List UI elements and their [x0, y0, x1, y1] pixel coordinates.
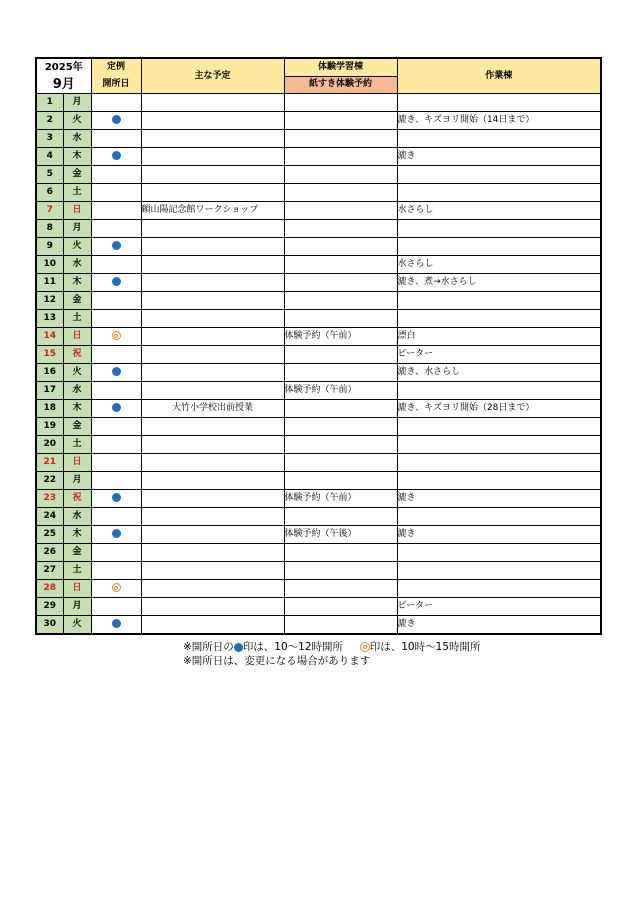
- work-building-cell: 漉き、煮→水さらし: [397, 274, 601, 292]
- work-building-cell: 漉き: [397, 616, 601, 635]
- experience-booking-cell: [284, 418, 397, 436]
- schedule-table: [35, 57, 602, 635]
- table-row: [36, 274, 601, 292]
- experience-booking-cell: 体験予約（午前）: [284, 490, 397, 508]
- experience-booking-cell: [284, 544, 397, 562]
- main-schedule-cell: [141, 490, 284, 508]
- work-building-cell: 水さらし: [397, 256, 601, 274]
- work-building-cell: 漉き、キズヨリ開始（14日まで）: [397, 112, 601, 130]
- main-schedule-cell: [141, 256, 284, 274]
- open-day-mark: [91, 130, 141, 148]
- table-row: [36, 310, 601, 328]
- main-schedule-cell: [141, 166, 284, 184]
- table-row: [36, 562, 601, 580]
- main-schedule-cell: [141, 220, 284, 238]
- weekday: 金: [63, 166, 91, 184]
- weekday: 水: [63, 130, 91, 148]
- weekday: 木: [63, 526, 91, 544]
- main-schedule-cell: [141, 562, 284, 580]
- table-row: [36, 238, 601, 256]
- open-day-mark: [91, 238, 141, 256]
- work-building-cell: [397, 454, 601, 472]
- main-schedule-cell: [141, 418, 284, 436]
- experience-booking-cell: [284, 598, 397, 616]
- experience-booking-cell: [284, 292, 397, 310]
- experience-booking-cell: [284, 202, 397, 220]
- day-number: 11: [36, 274, 63, 292]
- weekday: 火: [63, 112, 91, 130]
- blue-dot-icon: [234, 643, 243, 652]
- main-schedule-cell: [141, 598, 284, 616]
- work-building-cell: [397, 130, 601, 148]
- regular-open-line1: 定例: [106, 62, 125, 72]
- main-schedule-cell: [141, 94, 284, 112]
- weekday: 火: [63, 616, 91, 635]
- day-number: 5: [36, 166, 63, 184]
- note-line-1: [183, 640, 480, 654]
- main-schedule-cell: [141, 274, 284, 292]
- note-1-dot-text: 印は、10〜12時開所: [242, 641, 344, 653]
- table-row: [36, 148, 601, 166]
- day-number: 24: [36, 508, 63, 526]
- work-building-cell: [397, 238, 601, 256]
- table-row: [36, 400, 601, 418]
- experience-booking-cell: [284, 94, 397, 112]
- open-day-mark: [91, 184, 141, 202]
- open-day-mark: [91, 292, 141, 310]
- notes: [183, 640, 480, 668]
- open-day-mark: [91, 562, 141, 580]
- experience-booking-cell: [284, 148, 397, 166]
- day-number: 16: [36, 364, 63, 382]
- experience-booking-cell: [284, 436, 397, 454]
- double-circle-icon: [112, 583, 121, 592]
- day-number: 2: [36, 112, 63, 130]
- table-row: [36, 202, 601, 220]
- open-day-mark: [91, 112, 141, 130]
- experience-booking-cell: [284, 130, 397, 148]
- open-day-mark: [91, 220, 141, 238]
- experience-booking-cell: [284, 274, 397, 292]
- main-schedule-header: 主な予定: [141, 58, 284, 94]
- note-line-2: ※開所日は、変更になる場合があります: [183, 655, 371, 667]
- day-number: 14: [36, 328, 63, 346]
- blue-dot-icon: [112, 151, 121, 160]
- work-building-cell: [397, 220, 601, 238]
- work-building-cell: 水さらし: [397, 202, 601, 220]
- table-row: [36, 130, 601, 148]
- day-number: 25: [36, 526, 63, 544]
- weekday: 水: [63, 508, 91, 526]
- double-circle-icon: [112, 331, 121, 340]
- main-schedule-cell: [141, 472, 284, 490]
- weekday: 木: [63, 148, 91, 166]
- weekday: 金: [63, 418, 91, 436]
- weekday: 土: [63, 184, 91, 202]
- weekday: 土: [63, 562, 91, 580]
- work-building-cell: 漂白: [397, 328, 601, 346]
- weekday: 日: [63, 454, 91, 472]
- table-row: [36, 166, 601, 184]
- main-schedule-cell: [141, 526, 284, 544]
- day-number: 12: [36, 292, 63, 310]
- open-day-mark: [91, 148, 141, 166]
- work-building-cell: [397, 310, 601, 328]
- experience-booking-cell: 体験予約（午前）: [284, 382, 397, 400]
- table-row: [36, 220, 601, 238]
- day-number: 27: [36, 562, 63, 580]
- work-building-cell: 漉き: [397, 148, 601, 166]
- table-row: [36, 472, 601, 490]
- work-building-cell: 漉き、キズヨリ開始（28日まで）: [397, 400, 601, 418]
- day-number: 23: [36, 490, 63, 508]
- day-number: 20: [36, 436, 63, 454]
- experience-building-header: 体験学習棟: [284, 58, 397, 76]
- work-building-cell: [397, 166, 601, 184]
- main-schedule-cell: [141, 148, 284, 166]
- day-number: 3: [36, 130, 63, 148]
- open-day-mark: [91, 526, 141, 544]
- weekday: 火: [63, 238, 91, 256]
- day-number: 21: [36, 454, 63, 472]
- work-building-header: 作業棟: [397, 58, 601, 94]
- main-schedule-cell: [141, 364, 284, 382]
- work-building-cell: ビーター: [397, 346, 601, 364]
- paper-booking-header: 紙すき体験予約: [284, 76, 397, 93]
- main-schedule-cell: [141, 454, 284, 472]
- table-row: [36, 328, 601, 346]
- year-label: 2025年: [44, 62, 83, 73]
- table-row: [36, 418, 601, 436]
- work-building-cell: [397, 382, 601, 400]
- month-label: 9月: [52, 77, 75, 92]
- work-building-cell: 漉き: [397, 526, 601, 544]
- weekday: 水: [63, 256, 91, 274]
- regular-open-header: [91, 58, 141, 94]
- day-number: 15: [36, 346, 63, 364]
- weekday: 金: [63, 292, 91, 310]
- open-day-mark: [91, 508, 141, 526]
- day-number: 4: [36, 148, 63, 166]
- blue-dot-icon: [112, 403, 121, 412]
- table-row: [36, 508, 601, 526]
- work-building-cell: ビーター: [397, 598, 601, 616]
- table-row: [36, 580, 601, 598]
- table-row: [36, 436, 601, 454]
- blue-dot-icon: [112, 115, 121, 124]
- weekday: 日: [63, 580, 91, 598]
- day-number: 30: [36, 616, 63, 635]
- table-row: [36, 184, 601, 202]
- experience-booking-cell: 体験予約（午前）: [284, 328, 397, 346]
- open-day-mark: [91, 166, 141, 184]
- day-number: 22: [36, 472, 63, 490]
- blue-dot-icon: [112, 241, 121, 250]
- open-day-mark: [91, 256, 141, 274]
- table-row: [36, 292, 601, 310]
- open-day-mark: [91, 580, 141, 598]
- open-day-mark: [91, 544, 141, 562]
- blue-dot-icon: [112, 493, 121, 502]
- work-building-cell: [397, 418, 601, 436]
- work-building-cell: [397, 94, 601, 112]
- weekday: 土: [63, 310, 91, 328]
- experience-booking-cell: [284, 508, 397, 526]
- main-schedule-cell: [141, 544, 284, 562]
- open-day-mark: [91, 598, 141, 616]
- open-day-mark: [91, 346, 141, 364]
- regular-open-line2: 開所日: [102, 79, 130, 89]
- weekday: 月: [63, 94, 91, 112]
- blue-dot-icon: [112, 529, 121, 538]
- day-number: 18: [36, 400, 63, 418]
- day-number: 7: [36, 202, 63, 220]
- day-number: 17: [36, 382, 63, 400]
- weekday: 木: [63, 274, 91, 292]
- main-schedule-cell: [141, 130, 284, 148]
- table-row: [36, 598, 601, 616]
- day-number: 8: [36, 220, 63, 238]
- main-schedule-cell: [141, 238, 284, 256]
- main-schedule-cell: [141, 292, 284, 310]
- open-day-mark: [91, 202, 141, 220]
- experience-booking-cell: [284, 346, 397, 364]
- double-circle-icon: [360, 642, 370, 652]
- experience-booking-cell: [284, 112, 397, 130]
- main-schedule-cell: [141, 184, 284, 202]
- year-month-header: [36, 58, 91, 94]
- day-number: 6: [36, 184, 63, 202]
- work-building-cell: [397, 184, 601, 202]
- table-row: [36, 526, 601, 544]
- open-day-mark: [91, 400, 141, 418]
- main-schedule-cell: [141, 616, 284, 635]
- open-day-mark: [91, 382, 141, 400]
- blue-dot-icon: [112, 277, 121, 286]
- weekday: 祝: [63, 346, 91, 364]
- day-number: 29: [36, 598, 63, 616]
- weekday: 金: [63, 544, 91, 562]
- weekday: 日: [63, 202, 91, 220]
- weekday: 月: [63, 220, 91, 238]
- work-building-cell: [397, 508, 601, 526]
- main-schedule-cell: [141, 580, 284, 598]
- experience-booking-cell: [284, 616, 397, 635]
- open-day-mark: [91, 310, 141, 328]
- day-number: 10: [36, 256, 63, 274]
- work-building-cell: [397, 580, 601, 598]
- experience-booking-cell: [284, 310, 397, 328]
- main-schedule-cell: 頼山陽記念館ワークショップ: [141, 202, 284, 220]
- main-schedule-cell: [141, 508, 284, 526]
- experience-booking-cell: [284, 184, 397, 202]
- table-row: [36, 256, 601, 274]
- open-day-mark: [91, 490, 141, 508]
- main-schedule-cell: [141, 436, 284, 454]
- table-row: [36, 490, 601, 508]
- experience-booking-cell: [284, 364, 397, 382]
- work-building-cell: 漉き、水さらし: [397, 364, 601, 382]
- experience-booking-cell: [284, 562, 397, 580]
- note-1-prefix: ※開所日の: [183, 641, 234, 653]
- experience-booking-cell: 体験予約（午後）: [284, 526, 397, 544]
- work-building-cell: [397, 544, 601, 562]
- experience-booking-cell: [284, 166, 397, 184]
- work-building-cell: [397, 472, 601, 490]
- weekday: 月: [63, 598, 91, 616]
- day-number: 26: [36, 544, 63, 562]
- work-building-cell: [397, 436, 601, 454]
- experience-booking-cell: [284, 400, 397, 418]
- experience-booking-cell: [284, 256, 397, 274]
- main-schedule-cell: [141, 310, 284, 328]
- experience-booking-cell: [284, 220, 397, 238]
- main-schedule-cell: [141, 112, 284, 130]
- open-day-mark: [91, 364, 141, 382]
- open-day-mark: [91, 418, 141, 436]
- experience-booking-cell: [284, 238, 397, 256]
- table-row: [36, 544, 601, 562]
- table-row: [36, 382, 601, 400]
- experience-booking-cell: [284, 454, 397, 472]
- experience-booking-cell: [284, 472, 397, 490]
- weekday: 水: [63, 382, 91, 400]
- table-row: [36, 112, 601, 130]
- main-schedule-cell: [141, 328, 284, 346]
- table-row: [36, 616, 601, 635]
- day-number: 13: [36, 310, 63, 328]
- table-row: [36, 94, 601, 112]
- weekday: 祝: [63, 490, 91, 508]
- day-number: 19: [36, 418, 63, 436]
- table-row: [36, 454, 601, 472]
- weekday: 日: [63, 328, 91, 346]
- day-number: 9: [36, 238, 63, 256]
- blue-dot-icon: [112, 367, 121, 376]
- open-day-mark: [91, 454, 141, 472]
- work-building-cell: [397, 292, 601, 310]
- weekday: 火: [63, 364, 91, 382]
- note-1-ring-text: 印は、10時〜15時開所: [369, 641, 481, 653]
- open-day-mark: [91, 94, 141, 112]
- open-day-mark: [91, 274, 141, 292]
- work-building-cell: 漉き: [397, 490, 601, 508]
- open-day-mark: [91, 472, 141, 490]
- table-row: [36, 346, 601, 364]
- open-day-mark: [91, 436, 141, 454]
- weekday: 月: [63, 472, 91, 490]
- weekday: 木: [63, 400, 91, 418]
- blue-dot-icon: [112, 619, 121, 628]
- open-day-mark: [91, 328, 141, 346]
- experience-booking-cell: [284, 580, 397, 598]
- main-schedule-cell: [141, 346, 284, 364]
- weekday: 土: [63, 436, 91, 454]
- open-day-mark: [91, 616, 141, 635]
- work-building-cell: [397, 562, 601, 580]
- table-row: [36, 364, 601, 382]
- day-number: 28: [36, 580, 63, 598]
- calendar-rows: [36, 94, 601, 635]
- day-number: 1: [36, 94, 63, 112]
- main-schedule-cell: 大竹小学校出前授業: [141, 400, 284, 418]
- main-schedule-cell: [141, 382, 284, 400]
